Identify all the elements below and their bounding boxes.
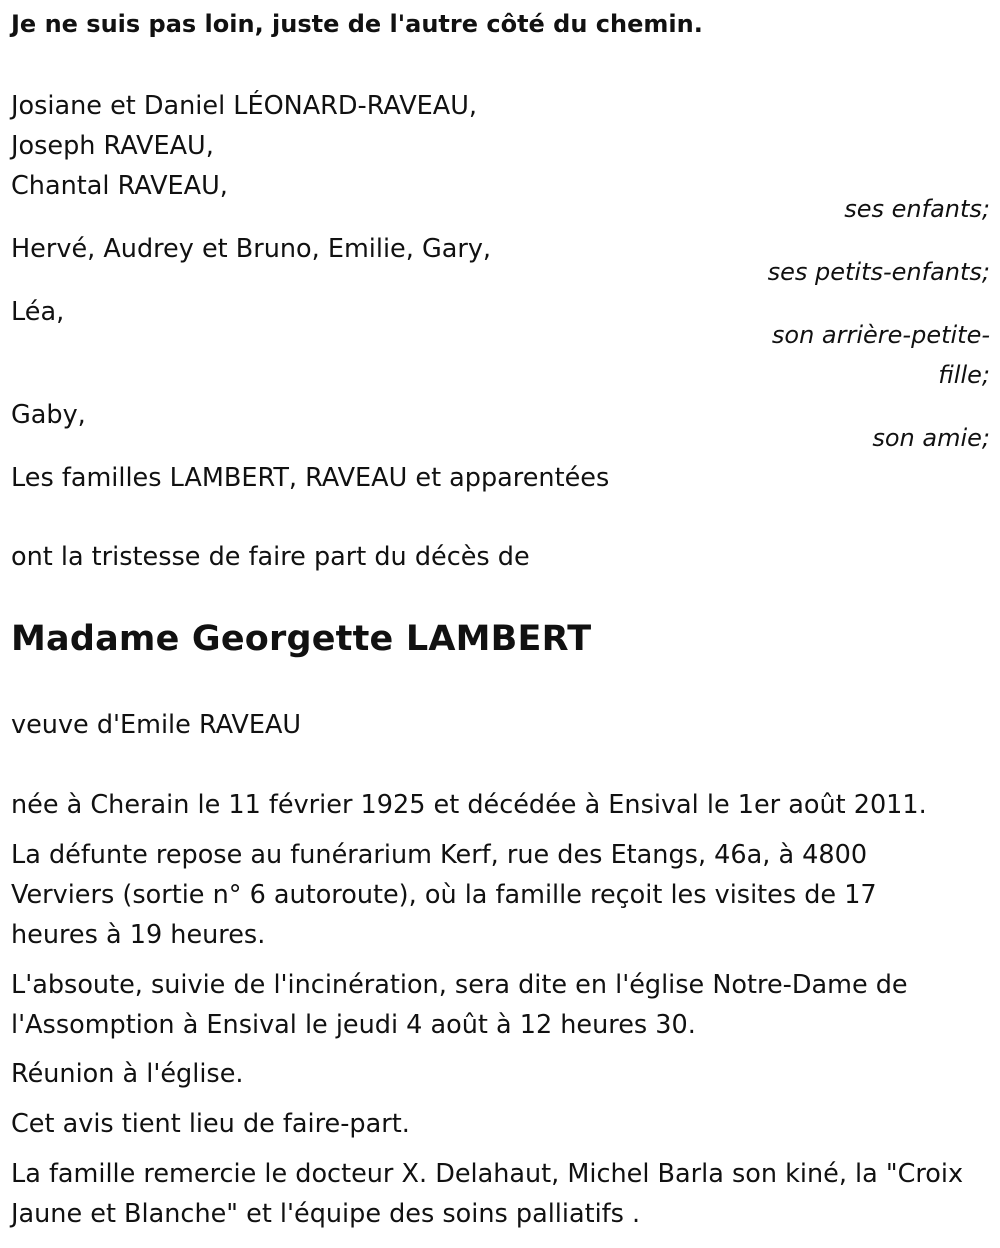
children-relation: ses enfants;: [844, 195, 990, 223]
birth-death-paragraph: née à Cherain le 11 février 1925 et décédée à Ensival le 1er août 2011.: [11, 790, 927, 820]
great-grandchild-relation-2: fille;: [938, 361, 990, 389]
ceremony-paragraph: L'absoute, suivie de l'incinération, sera dite en l'église Notre-Dame de l'Assomption à Ensival le jeudi 4 août à 12 heures 30.: [11, 970, 908, 1040]
epitaph-quote: Je ne suis pas loin, juste de l'autre côté du chemin.: [11, 10, 703, 38]
thanks-paragraph: La famille remercie le docteur X. Delahaut, Michel Barla son kiné, la "Croix Jaune et Blanche" et l'équipe des soins palliatifs .: [11, 1159, 964, 1229]
notice-paragraph: Cet avis tient lieu de faire-part.: [11, 1109, 410, 1139]
great-grandchild-relation-1: son arrière-petite-: [771, 321, 990, 349]
meeting-paragraph: Réunion à l'église.: [11, 1059, 244, 1089]
grandchildren-line: Hervé, Audrey et Bruno, Emilie, Gary,: [11, 234, 492, 264]
children-line-2: Joseph RAVEAU,: [11, 131, 214, 161]
friend-relation: son amie;: [872, 424, 990, 452]
widow-of-line: veuve d'Emile RAVEAU: [11, 710, 302, 740]
grandchildren-relation: ses petits-enfants;: [767, 258, 990, 286]
funeral-home-paragraph: La défunte repose au funérarium Kerf, rue des Etangs, 46a, à 4800 Verviers (sortie n° 6 autoroute), où la famille reçoit les visites de 17 heures à 19 heures.: [11, 840, 877, 950]
great-grandchild-line: Léa,: [11, 297, 65, 327]
families-line: Les familles LAMBERT, RAVEAU et apparentées: [11, 463, 610, 493]
announcement-line: ont la tristesse de faire part du décès de: [11, 542, 530, 572]
friend-line: Gaby,: [11, 400, 86, 430]
children-line-3: Chantal RAVEAU,: [11, 171, 228, 201]
children-line-1: Josiane et Daniel LÉONARD-RAVEAU,: [11, 91, 477, 121]
deceased-name: Madame Georgette LAMBERT: [11, 619, 592, 659]
